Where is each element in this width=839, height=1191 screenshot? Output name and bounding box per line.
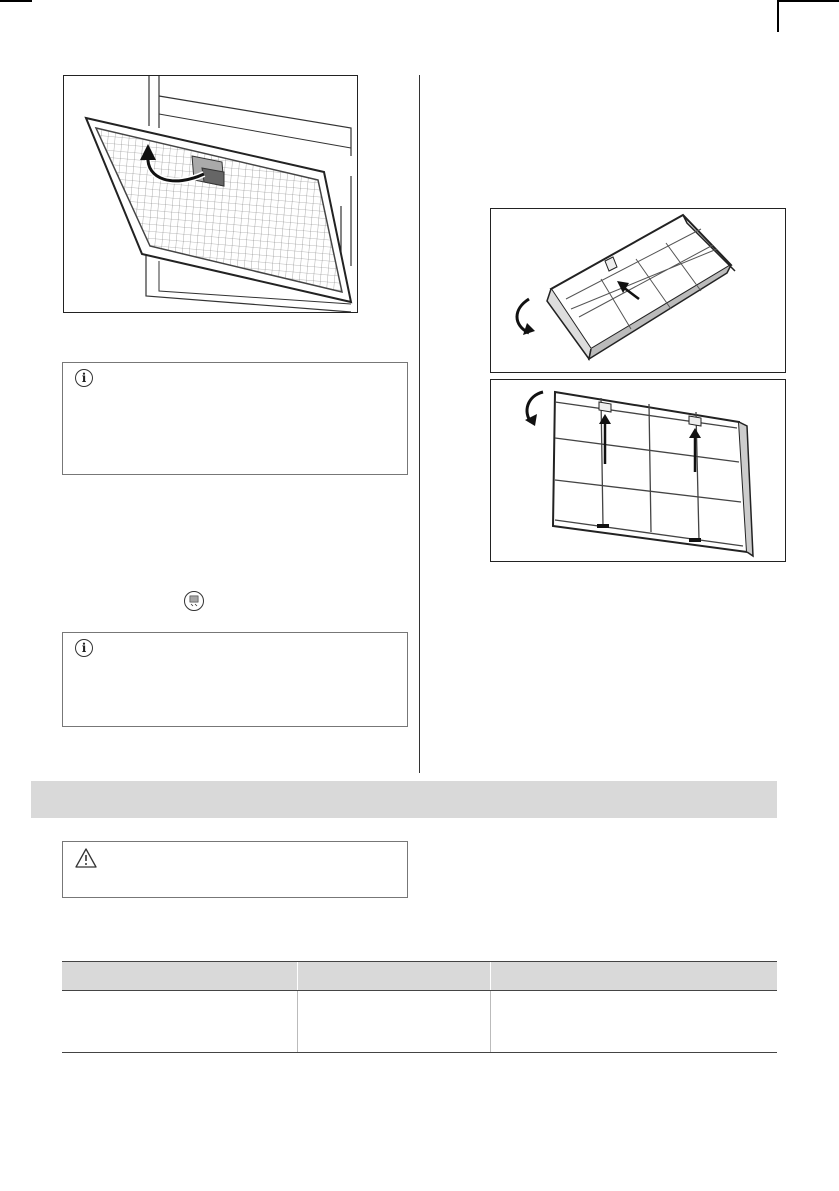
info-icon: i (75, 639, 93, 657)
crop-mark-right-vertical (777, 0, 779, 32)
table-header-cell (62, 962, 297, 990)
crop-mark-left (0, 0, 32, 2)
carbon-filter-front-figure (490, 379, 786, 562)
section-heading-bar (31, 781, 777, 818)
warning-icon (75, 848, 97, 868)
table-row (62, 991, 777, 1053)
carbon-filter-tilted-illustration-icon (491, 209, 785, 372)
warning-note (62, 841, 408, 898)
filter-reset-icon (183, 590, 205, 612)
table-header (62, 961, 777, 991)
table-header-cell (491, 962, 777, 990)
crop-mark-right (777, 0, 839, 2)
info-note-2 (62, 632, 408, 727)
column-divider (419, 75, 420, 773)
carbon-filter-front-illustration-icon (491, 380, 785, 561)
grease-filter-figure (63, 75, 358, 313)
table-header-cell (298, 962, 490, 990)
carbon-filter-tilt-figure (490, 208, 786, 373)
grease-filter-illustration-icon (64, 76, 357, 312)
info-note-1 (62, 362, 408, 475)
info-icon: i (75, 369, 93, 387)
